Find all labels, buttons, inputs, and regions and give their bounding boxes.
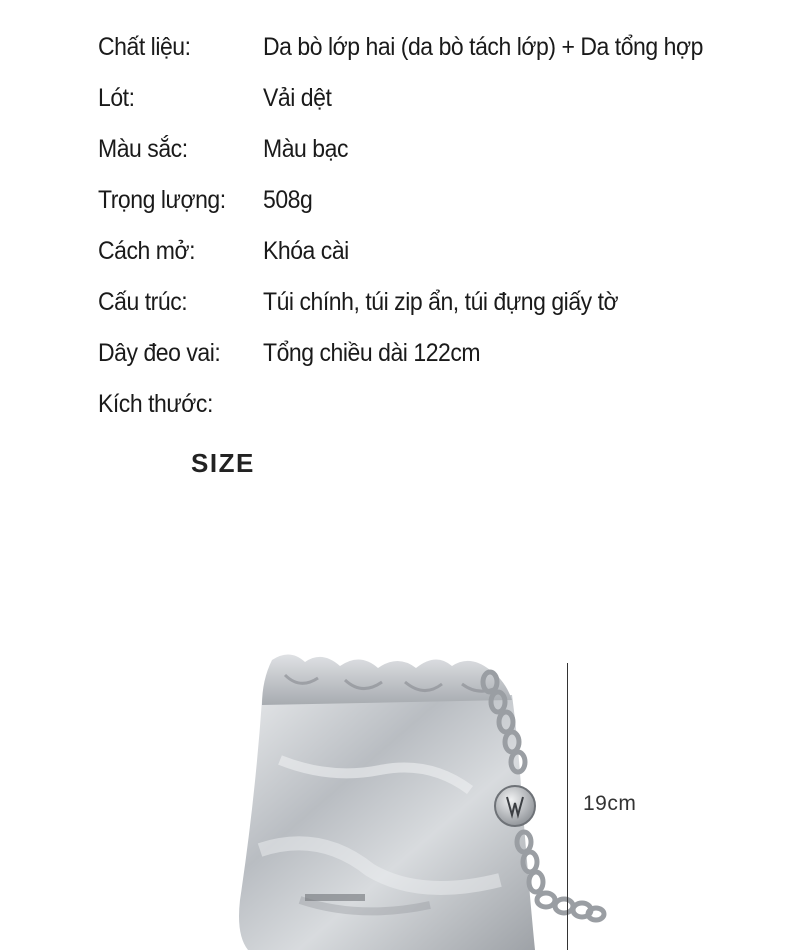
- spec-label: Cách mở:: [98, 237, 196, 265]
- spec-row-size: [98, 379, 741, 430]
- spec-value: Vải dệt: [263, 84, 332, 112]
- height-dimension-label: 19cm: [583, 792, 637, 815]
- spec-label: Trọng lượng:: [98, 186, 226, 214]
- spec-row-color: [98, 124, 741, 175]
- spec-row-structure: [98, 277, 741, 328]
- size-heading: SIZE: [191, 448, 255, 478]
- spec-value: Màu bạc: [263, 135, 348, 163]
- spec-label: Màu sắc:: [98, 135, 188, 163]
- spec-label: Chất liệu:: [98, 33, 191, 61]
- spec-row-closure: [98, 226, 741, 277]
- spec-row-material: [98, 22, 741, 73]
- spec-value: Khóa cài: [263, 237, 349, 265]
- bag-gathered-top: [262, 654, 512, 705]
- bag-image: [0, 620, 790, 950]
- spec-value: 508g: [263, 186, 313, 214]
- spec-row-weight: [98, 175, 741, 226]
- brand-stamp: [305, 894, 365, 901]
- spec-label: Cấu trúc:: [98, 288, 188, 316]
- spec-label: Lót:: [98, 84, 135, 112]
- spec-label: Dây đeo vai:: [98, 339, 221, 367]
- height-dimension-line: [567, 663, 568, 950]
- spec-value: Túi chính, túi zip ẩn, túi đựng giấy tờ: [263, 288, 619, 316]
- spec-value: Da bò lớp hai (da bò tách lớp) + Da tổng hợp: [263, 33, 703, 61]
- spec-row-strap: [98, 328, 741, 379]
- spec-row-lining: [98, 73, 741, 124]
- spec-list: [98, 22, 741, 430]
- spec-label: Kích thước:: [98, 390, 213, 418]
- spec-value: Tổng chiều dài 122cm: [263, 339, 481, 367]
